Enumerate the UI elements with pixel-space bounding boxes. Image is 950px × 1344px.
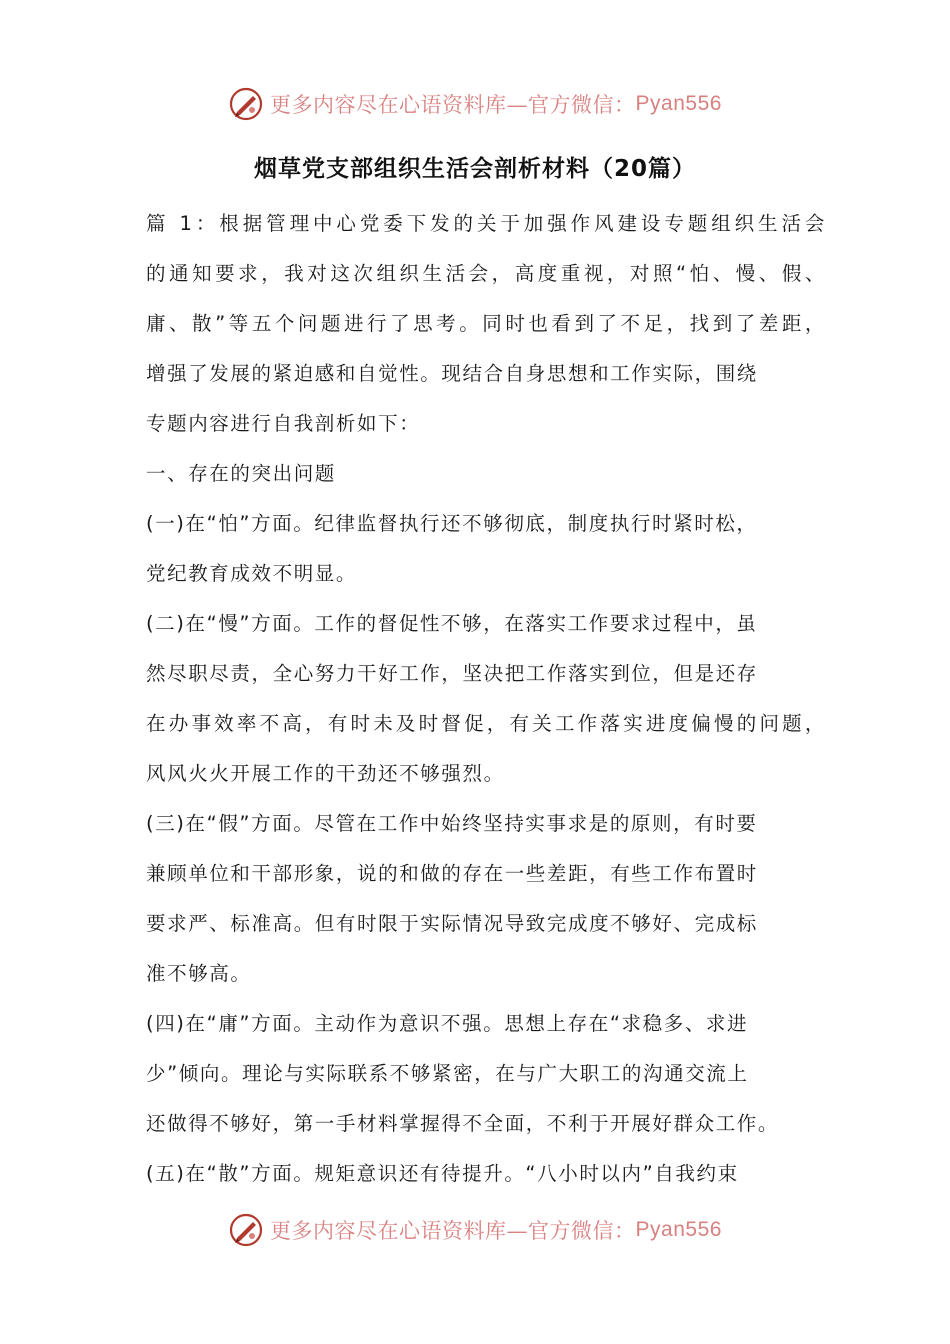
header-watermark-banner — [0, 82, 950, 126]
footer-watermark-banner — [0, 1208, 950, 1252]
document-body — [146, 199, 826, 1199]
body-line: (五)在“散”方面。规矩意识还有待提升。“八小时以内”自我约束 — [146, 1162, 739, 1185]
body-line: 兼顾单位和干部形象，说的和做的存在一些差距，有些工作布置时 — [146, 862, 758, 885]
body-line: 的通知要求，我对这次组织生活会，高度重视，对照“怕、慢、假、 — [146, 262, 826, 285]
body-line: 在办事效率不高，有时未及时督促，有关工作落实进度偏慢的问题， — [146, 712, 826, 735]
body-line: 庸、散”等五个问题进行了思考。同时也看到了不足，找到了差距， — [146, 312, 826, 335]
watermark-text: 更多内容尽在心语资料库—官方微信： — [270, 1219, 636, 1243]
body-line: 专题内容进行自我剖析如下： — [146, 412, 421, 435]
body-line: 要求严、标准高。但有时限于实际情况导致完成度不够好、完成标 — [146, 912, 758, 935]
wechat-id: Pyan556 — [635, 1218, 722, 1241]
pen-logo-icon — [228, 1212, 264, 1248]
body-line: 篇 1：根据管理中心党委下发的关于加强作风建设专题组织生活会 — [146, 212, 826, 235]
body-line: (四)在“庸”方面。主动作为意识不强。思想上存在“求稳多、求进 — [146, 1012, 749, 1035]
body-line: 风风火火开展工作的干劲还不够强烈。 — [146, 762, 505, 785]
body-line: 然尽职尽责，全心努力干好工作，坚决把工作落实到位，但是还存 — [146, 662, 758, 685]
body-line: (二)在“慢”方面。工作的督促性不够，在落实工作要求过程中，虽 — [146, 612, 758, 635]
pen-logo-icon — [228, 86, 264, 122]
section-heading: 一、存在的突出问题 — [146, 462, 336, 485]
body-line: 还做得不够好，第一手材料掌握得不全面，不利于开展好群众工作。 — [146, 1112, 780, 1135]
document-title: 烟草党支部组织生活会剖析材料（20篇） — [253, 156, 696, 182]
body-line: (一)在“怕”方面。纪律监督执行还不够彻底，制度执行时紧时松， — [146, 512, 758, 535]
body-line: 少”倾向。理论与实际联系不够紧密，在与广大职工的沟通交流上 — [146, 1062, 749, 1085]
wechat-id: Pyan556 — [635, 92, 722, 115]
watermark-text: 更多内容尽在心语资料库—官方微信： — [270, 93, 636, 117]
body-line: 增强了发展的紧迫感和自觉性。现结合自身思想和工作实际，围绕 — [146, 362, 758, 385]
body-line: 党纪教育成效不明显。 — [146, 562, 358, 585]
body-line: 准不够高。 — [146, 962, 252, 985]
body-line: (三)在“假”方面。尽管在工作中始终坚持实事求是的原则，有时要 — [146, 812, 758, 835]
